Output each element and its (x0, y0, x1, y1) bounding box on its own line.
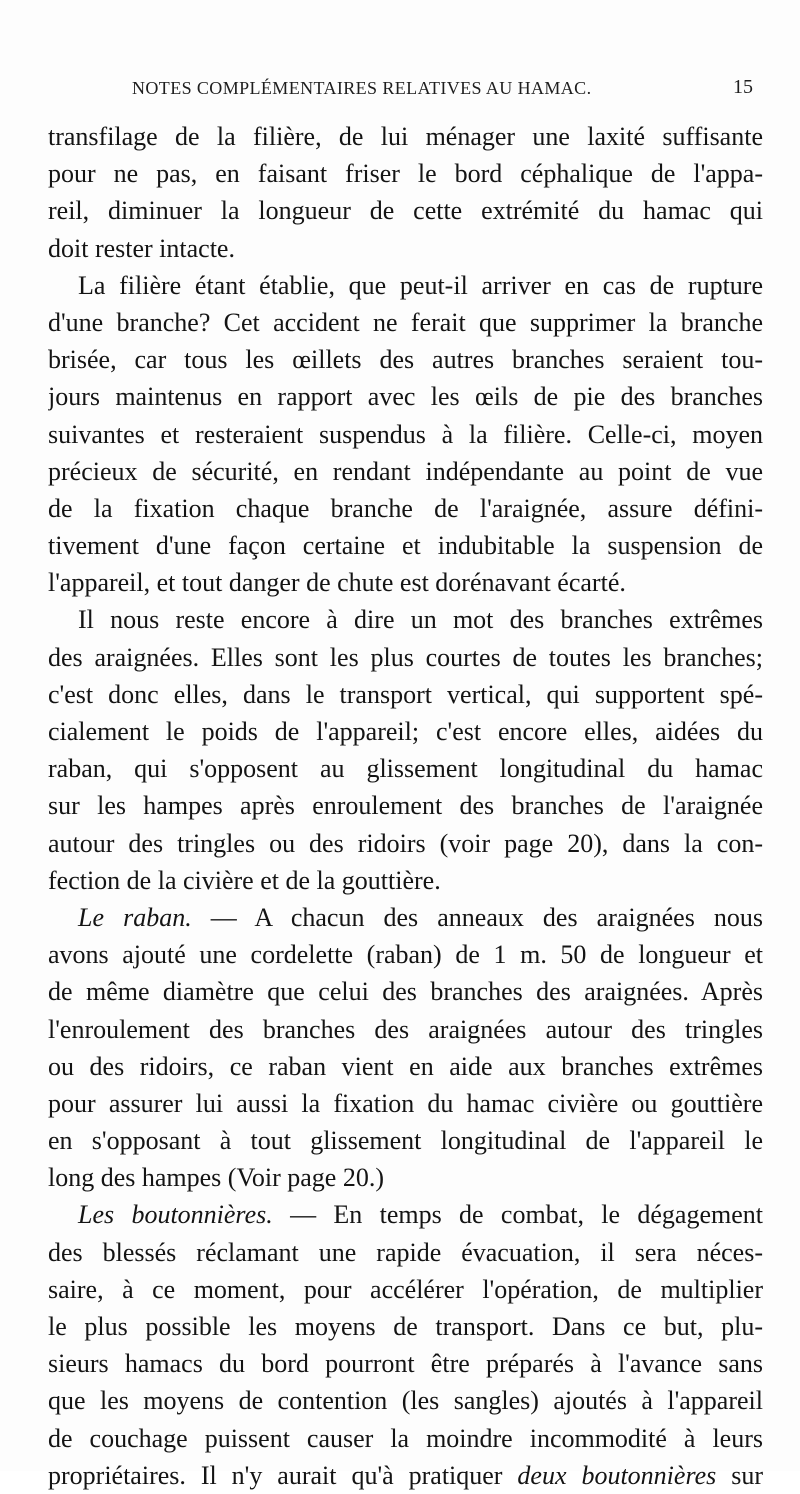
italic-term: deux boutonnières (517, 1460, 717, 1490)
text-run: sur (716, 1460, 763, 1490)
page-number: 15 (733, 76, 753, 98)
text-line: doit rester intacte. (48, 233, 235, 263)
text-line: ou des ridoirs, ce raban vient en aide aux branches extrêmes (48, 1051, 763, 1081)
text-line: saire, à ce moment, pour accélérer l'opération, de multiplier (48, 1274, 763, 1304)
text-line: d'une branche? Cet accident ne ferait que supprimer la branche (48, 307, 763, 337)
text-line: sieurs hamacs du bord pourront être préparés à l'avance sans (48, 1349, 763, 1379)
text-line: sur les hampes après enroulement des branches de l'araignée (48, 791, 763, 821)
text-line: l'appareil, et tout danger de chute est dorénavant écarté. (48, 568, 626, 598)
text-line: jours maintenus en rapport avec les œils de pie des branches (48, 382, 763, 412)
text-line: de même diamètre que celui des branches des araignées. Après (48, 977, 763, 1007)
text-line: précieux de sécurité, en rendant indépendante au point de vue (48, 456, 763, 486)
text-line (48, 1196, 763, 1233)
running-title: NOTES COMPLÉMENTAIRES RELATIVES AU HAMAC. (132, 78, 592, 98)
text-line: fection de la civière et de la gouttière. (48, 865, 441, 895)
text-line: autour des tringles ou des ridoirs (voir page 20), dans la con- (48, 828, 763, 858)
text-line: raban, qui s'opposent au glissement longitudinal du hamac (48, 754, 763, 784)
text-run: — En temps de combat, le dégagement (272, 1200, 763, 1230)
text-line: de la fixation chaque branche de l'araignée, assure défini- (48, 493, 763, 523)
text-line: des araignées. Elles sont les plus courtes de toutes les branches; (48, 642, 763, 672)
text-line: brisée, car tous les œillets des autres branches seraient tou- (48, 345, 763, 375)
text-run: propriétaires. Il n'y aurait qu'à pratiquer (48, 1460, 518, 1490)
text-line: transfilage de la filière, de lui ménager une laxité suffisante (48, 122, 763, 151)
text-line (48, 899, 763, 936)
text-line: La filière étant établie, que peut-il arriver en cas de rupture (78, 270, 763, 300)
text-line: avons ajouté une cordelette (raban) de 1 m. 50 de longueur et (48, 940, 763, 970)
text-line: reil, diminuer la longueur de cette extrémité du hamac qui (48, 196, 763, 226)
text-line: Il nous reste encore à dire un mot des branches extrêmes (78, 605, 763, 635)
text-line: en s'opposant à tout glissement longitudinal de l'appareil le (48, 1126, 763, 1156)
text-line: pour assurer lui aussi la fixation du hamac civière ou gouttière (48, 1088, 763, 1118)
text-line: que les moyens de contention (les sangles) ajoutés à l'appareil (48, 1386, 763, 1416)
text-line: c'est donc elles, dans le transport vertical, qui supportent spé- (48, 679, 763, 709)
text-line: cialement le poids de l'appareil; c'est encore elles, aidées du (48, 717, 763, 746)
text-line: de couchage puissent causer la moindre incommodité à leurs (48, 1423, 763, 1453)
section-heading-boutonnieres: Les boutonnières. (78, 1200, 273, 1230)
text-run: — A chacun des anneaux des araignées nous (191, 902, 763, 932)
section-heading-raban: Le raban. (78, 902, 192, 932)
text-line: des blessés réclamant une rapide évacuation, il sera néces- (48, 1237, 763, 1267)
body-text (48, 118, 763, 1494)
text-line: long des hampes (Voir page 20.) (48, 1163, 385, 1193)
text-line (48, 1457, 763, 1494)
text-line: le plus possible les moyens de transport. Dans ce but, plu- (48, 1312, 763, 1341)
text-line: l'enroulement des branches des araignées autour des tringles (48, 1014, 763, 1044)
text-line: suivantes et resteraient suspendus à la filière. Celle-ci, moyen (48, 419, 763, 449)
text-line: tivement d'une façon certaine et indubitable la suspension de (48, 531, 763, 561)
text-line: pour ne pas, en faisant friser le bord céphalique de l'appa- (48, 159, 763, 189)
